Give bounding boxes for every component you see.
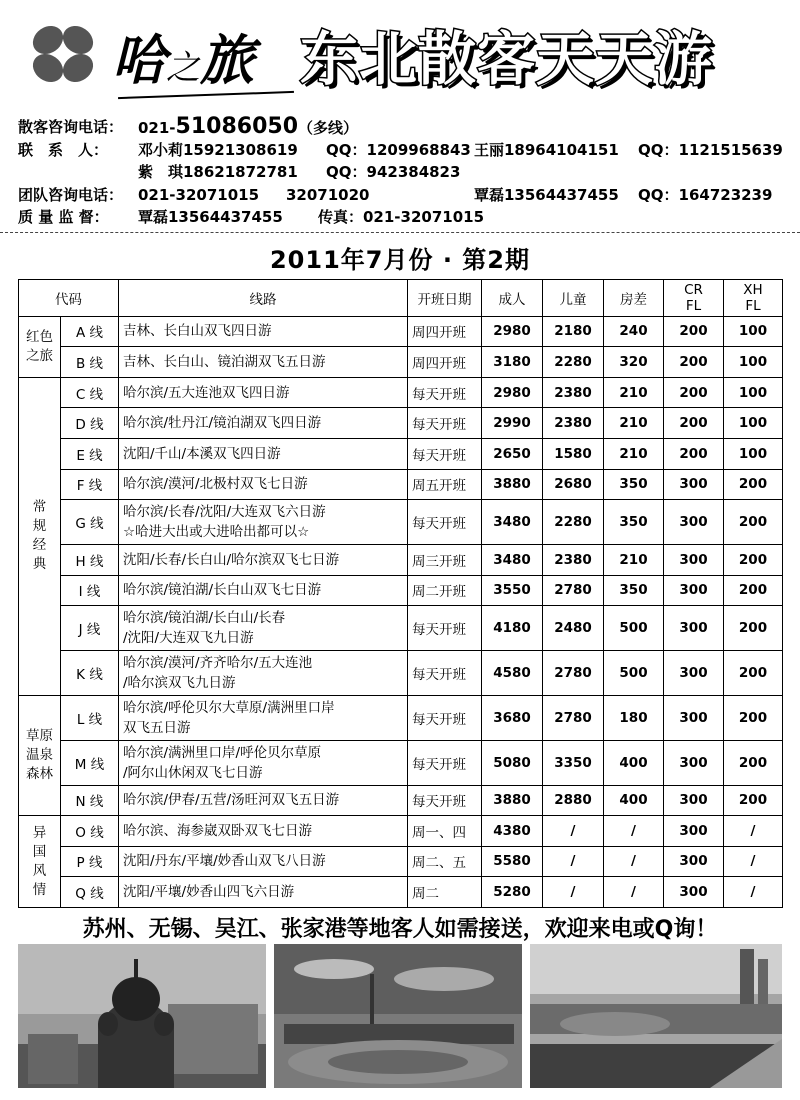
schedule: 每天开班	[408, 740, 482, 785]
route-code: K 线	[61, 651, 119, 696]
table-row	[19, 347, 783, 378]
category-cell: 常 规 经 典	[19, 377, 61, 695]
route-code: O 线	[61, 816, 119, 847]
schedule: 每天开班	[408, 439, 482, 470]
xh-fl: 100	[724, 347, 783, 378]
route-code: Q 线	[61, 877, 119, 908]
price-child: 2780	[543, 575, 604, 606]
schedule: 周四开班	[408, 316, 482, 347]
schedule: 每天开班	[408, 695, 482, 740]
cr-fl: 300	[664, 606, 724, 651]
quality-row: 质 量 监 督： 覃磊13564437455 传真：021-32071015	[18, 208, 485, 226]
route-name: 沈阳/长春/长白山/哈尔滨双飞七日游	[119, 545, 408, 576]
contact-block	[18, 116, 788, 229]
schedule: 周四开班	[408, 347, 482, 378]
cr-fl: 200	[664, 316, 724, 347]
consult-phone: 51086050	[175, 114, 299, 139]
category-cell: 异 国 风 情	[19, 816, 61, 908]
table-row	[19, 377, 783, 408]
cr-fl: 300	[664, 846, 724, 877]
schedule: 周五开班	[408, 469, 482, 500]
price-child: 2780	[543, 651, 604, 696]
price-child: 2380	[543, 377, 604, 408]
divider	[0, 232, 800, 233]
group-row: 团队咨询电话： 021-32071015 32071020 覃磊13564437455 QQ：164723239	[18, 185, 773, 204]
xh-fl: 200	[724, 740, 783, 785]
cr-fl: 200	[664, 439, 724, 470]
room-diff: 210	[604, 439, 664, 470]
route-code: A 线	[61, 316, 119, 347]
price-adult: 3680	[482, 695, 543, 740]
price-adult: 2650	[482, 439, 543, 470]
table-row	[19, 500, 783, 545]
price-adult: 3480	[482, 500, 543, 545]
banner-title: 东北散客天天游	[300, 25, 714, 93]
route-name: 哈尔滨/五大连池双飞四日游	[119, 377, 408, 408]
route-name: 哈尔滨/镜泊湖/长白山/长春 /沈阳/大连双飞九日游	[119, 606, 408, 651]
cr-fl: 200	[664, 347, 724, 378]
table-row	[19, 877, 783, 908]
route-code: H 线	[61, 545, 119, 576]
schedule: 每天开班	[408, 500, 482, 545]
price-adult: 2980	[482, 316, 543, 347]
cr-fl: 300	[664, 740, 724, 785]
route-code: M 线	[61, 740, 119, 785]
schedule: 周二开班	[408, 575, 482, 606]
price-adult: 5580	[482, 846, 543, 877]
route-name: 哈尔滨/呼伦贝尔大草原/满洲里口岸 双飞五日游	[119, 695, 408, 740]
price-child: 2380	[543, 408, 604, 439]
route-code: I 线	[61, 575, 119, 606]
table-header-row	[19, 280, 783, 317]
photo-church	[18, 944, 266, 1088]
table-row	[19, 816, 783, 847]
price-adult: 2990	[482, 408, 543, 439]
photo-city-stadium	[274, 944, 522, 1088]
header-room: 房差	[604, 280, 664, 317]
schedule: 每天开班	[408, 377, 482, 408]
room-diff: 320	[604, 347, 664, 378]
header-route: 线路	[119, 280, 408, 317]
cr-fl: 200	[664, 408, 724, 439]
route-name: 哈尔滨/漠河/齐齐哈尔/五大连池 /哈尔滨双飞九日游	[119, 651, 408, 696]
price-child: 2280	[543, 347, 604, 378]
xh-fl: 100	[724, 408, 783, 439]
price-child: 2180	[543, 316, 604, 347]
xh-fl: 200	[724, 695, 783, 740]
price-child: 1580	[543, 439, 604, 470]
room-diff: 400	[604, 740, 664, 785]
header-adult: 成人	[482, 280, 543, 317]
room-diff: /	[604, 816, 664, 847]
header-cr: CR FL	[664, 280, 724, 317]
room-diff: 400	[604, 785, 664, 816]
xh-fl: 100	[724, 316, 783, 347]
cr-fl: 300	[664, 545, 724, 576]
room-diff: 210	[604, 545, 664, 576]
header-schedule: 开班日期	[408, 280, 482, 317]
xh-fl: 200	[724, 651, 783, 696]
price-child: 2680	[543, 469, 604, 500]
xh-fl: 200	[724, 500, 783, 545]
header	[0, 0, 800, 112]
cr-fl: 300	[664, 575, 724, 606]
route-name: 吉林、长白山双飞四日游	[119, 316, 408, 347]
xh-fl: /	[724, 816, 783, 847]
price-child: /	[543, 816, 604, 847]
contact-row-1: 联 系 人： 邓小莉15921308619 QQ：1209968843 王丽18964104151 QQ：1121515639	[18, 140, 783, 159]
route-name: 沈阳/平壤/妙香山四飞六日游	[119, 877, 408, 908]
logo-text: 哈之旅	[112, 28, 252, 92]
room-diff: 240	[604, 316, 664, 347]
route-code: J 线	[61, 606, 119, 651]
route-code: B 线	[61, 347, 119, 378]
table-row	[19, 651, 783, 696]
price-adult: 5280	[482, 877, 543, 908]
xh-fl: /	[724, 877, 783, 908]
route-code: G 线	[61, 500, 119, 545]
table-row	[19, 316, 783, 347]
xh-fl: 200	[724, 606, 783, 651]
table-row	[19, 785, 783, 816]
table-row	[19, 545, 783, 576]
route-name: 沈阳/丹东/平壤/妙香山双飞八日游	[119, 846, 408, 877]
route-name: 哈尔滨/满洲里口岸/呼伦贝尔草原 /阿尔山休闲双飞七日游	[119, 740, 408, 785]
route-code: D 线	[61, 408, 119, 439]
route-name: 沈阳/千山/本溪双飞四日游	[119, 439, 408, 470]
schedule: 每天开班	[408, 651, 482, 696]
price-child: 3350	[543, 740, 604, 785]
header-xh: XH FL	[724, 280, 783, 317]
schedule: 周三开班	[408, 545, 482, 576]
issue-title: 2011年7月份 · 第2期	[269, 246, 531, 274]
price-adult: 3880	[482, 469, 543, 500]
xh-fl: 200	[724, 545, 783, 576]
price-child: /	[543, 846, 604, 877]
route-name: 哈尔滨、海参崴双卧双飞七日游	[119, 816, 408, 847]
cr-fl: 300	[664, 877, 724, 908]
route-name: 哈尔滨/长春/沈阳/大连双飞六日游 ☆哈进大出或大进哈出都可以☆	[119, 500, 408, 545]
room-diff: 350	[604, 500, 664, 545]
cr-fl: 300	[664, 651, 724, 696]
price-adult: 4380	[482, 816, 543, 847]
table-row	[19, 740, 783, 785]
xh-fl: 200	[724, 785, 783, 816]
cr-fl: 200	[664, 377, 724, 408]
table-row	[19, 846, 783, 877]
cr-fl: 300	[664, 695, 724, 740]
xh-fl: 100	[724, 377, 783, 408]
price-child: /	[543, 877, 604, 908]
room-diff: 180	[604, 695, 664, 740]
schedule: 周二、五	[408, 846, 482, 877]
xh-fl: 100	[724, 439, 783, 470]
logo-flower-icon	[18, 18, 108, 90]
room-diff: 350	[604, 575, 664, 606]
room-diff: 350	[604, 469, 664, 500]
category-cell: 草原 温泉 森林	[19, 695, 61, 815]
xh-fl: /	[724, 846, 783, 877]
schedule: 每天开班	[408, 408, 482, 439]
footer-notice: 苏州、无锡、吴江、张家港等地客人如需接送，欢迎来电或Q询！	[82, 917, 718, 942]
schedule: 周一、四	[408, 816, 482, 847]
route-code: P 线	[61, 846, 119, 877]
route-name: 哈尔滨/伊春/五营/汤旺河双飞五日游	[119, 785, 408, 816]
table-row	[19, 439, 783, 470]
route-name: 吉林、长白山、镜泊湖双飞五日游	[119, 347, 408, 378]
price-child: 2780	[543, 695, 604, 740]
price-adult: 3880	[482, 785, 543, 816]
cr-fl: 300	[664, 816, 724, 847]
route-code: N 线	[61, 785, 119, 816]
schedule: 每天开班	[408, 606, 482, 651]
room-diff: 210	[604, 377, 664, 408]
cr-fl: 300	[664, 500, 724, 545]
route-code: C 线	[61, 377, 119, 408]
price-child: 2880	[543, 785, 604, 816]
table-row	[19, 695, 783, 740]
price-adult: 3180	[482, 347, 543, 378]
table-row	[19, 606, 783, 651]
price-adult: 3480	[482, 545, 543, 576]
schedule: 周二	[408, 877, 482, 908]
route-name: 哈尔滨/镜泊湖/长白山双飞七日游	[119, 575, 408, 606]
room-diff: 500	[604, 606, 664, 651]
route-code: E 线	[61, 439, 119, 470]
xh-fl: 200	[724, 575, 783, 606]
price-child: 2480	[543, 606, 604, 651]
cr-fl: 300	[664, 785, 724, 816]
category-cell: 红色 之旅	[19, 316, 61, 377]
route-code: F 线	[61, 469, 119, 500]
price-adult: 5080	[482, 740, 543, 785]
photo-coastline	[530, 944, 782, 1088]
route-name: 哈尔滨/牡丹江/镜泊湖双飞四日游	[119, 408, 408, 439]
price-adult: 4180	[482, 606, 543, 651]
table-row	[19, 408, 783, 439]
room-diff: 500	[604, 651, 664, 696]
price-adult: 2980	[482, 377, 543, 408]
route-code: L 线	[61, 695, 119, 740]
schedule: 每天开班	[408, 785, 482, 816]
price-adult: 4580	[482, 651, 543, 696]
price-child: 2380	[543, 545, 604, 576]
price-child: 2280	[543, 500, 604, 545]
room-diff: /	[604, 846, 664, 877]
room-diff: /	[604, 877, 664, 908]
header-code: 代码	[19, 280, 119, 317]
routes-table	[18, 279, 783, 908]
contact-row-2: 紫 琪18621872781 QQ：942384823	[138, 163, 461, 181]
header-child: 儿童	[543, 280, 604, 317]
price-adult: 3550	[482, 575, 543, 606]
table-body	[19, 316, 783, 907]
cr-fl: 300	[664, 469, 724, 500]
xh-fl: 200	[724, 469, 783, 500]
table-row	[19, 469, 783, 500]
table-row	[19, 575, 783, 606]
route-name: 哈尔滨/漠河/北极村双飞七日游	[119, 469, 408, 500]
consult-row: 散客咨询电话： 021-51086050（多线）	[18, 114, 359, 139]
room-diff: 210	[604, 408, 664, 439]
